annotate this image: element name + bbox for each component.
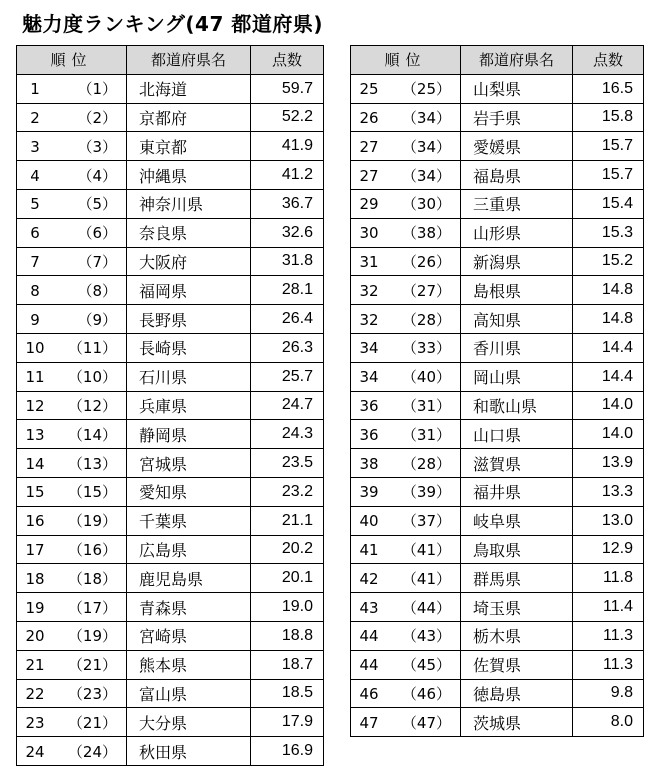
prefecture-cell: 奈良県 — [127, 218, 251, 247]
rank-value: 6 — [30, 224, 40, 243]
score-cell: 11.8 — [573, 564, 644, 593]
rank-value: 1 — [30, 80, 40, 99]
score-cell: 19.0 — [251, 593, 324, 622]
rank-cell — [351, 362, 461, 391]
table-row — [351, 218, 644, 247]
rank-value: 36 — [359, 396, 379, 415]
rank-header: 順位 — [17, 46, 127, 75]
rank-value: 36 — [359, 425, 379, 444]
rank-cell — [351, 449, 461, 478]
table-row — [351, 420, 644, 449]
prefecture-cell: 愛知県 — [127, 477, 251, 506]
rank-cell — [17, 708, 127, 737]
previous-rank-value: （15） — [67, 483, 117, 502]
score-cell: 31.8 — [251, 247, 324, 276]
score-cell: 16.9 — [251, 737, 324, 766]
score-cell: 8.0 — [573, 708, 644, 737]
previous-rank-value: （34） — [401, 166, 451, 185]
score-cell: 15.4 — [573, 189, 644, 218]
rank-value: 25 — [359, 80, 379, 99]
table-row — [351, 708, 644, 737]
prefecture-cell: 大分県 — [127, 708, 251, 737]
rank-cell — [351, 161, 461, 190]
rank-value: 15 — [25, 483, 45, 502]
prefecture-cell: 青森県 — [127, 593, 251, 622]
prefecture-cell: 群馬県 — [461, 564, 573, 593]
previous-rank-value: （40） — [401, 368, 451, 387]
rank-header: 順位 — [351, 46, 461, 75]
rank-cell — [17, 161, 127, 190]
previous-rank-value: （4） — [77, 166, 117, 185]
score-cell: 9.8 — [573, 679, 644, 708]
score-cell: 59.7 — [251, 74, 324, 103]
rank-value: 46 — [359, 684, 379, 703]
prefecture-cell: 秋田県 — [127, 737, 251, 766]
score-cell: 20.1 — [251, 564, 324, 593]
left-rows — [17, 74, 324, 765]
table-row — [351, 362, 644, 391]
prefecture-cell: 三重県 — [461, 189, 573, 218]
rank-value: 18 — [25, 569, 45, 588]
rank-cell — [17, 74, 127, 103]
rank-value: 31 — [359, 252, 379, 271]
prefecture-cell: 山口県 — [461, 420, 573, 449]
rank-value: 23 — [25, 713, 45, 732]
table-row — [351, 276, 644, 305]
table-row — [17, 650, 324, 679]
rank-cell — [17, 420, 127, 449]
previous-rank-value: （12） — [67, 396, 117, 415]
previous-rank-value: （19） — [67, 627, 117, 646]
table-row — [17, 305, 324, 334]
score-cell: 25.7 — [251, 362, 324, 391]
previous-rank-value: （37） — [401, 512, 451, 531]
prefecture-cell: 長野県 — [127, 305, 251, 334]
score-cell: 26.4 — [251, 305, 324, 334]
table-row — [351, 679, 644, 708]
prefecture-cell: 和歌山県 — [461, 391, 573, 420]
rank-value: 32 — [359, 310, 379, 329]
score-cell: 32.6 — [251, 218, 324, 247]
prefecture-cell: 滋賀県 — [461, 449, 573, 478]
rank-value: 38 — [359, 454, 379, 473]
rank-value: 34 — [359, 368, 379, 387]
prefecture-cell: 佐賀県 — [461, 650, 573, 679]
previous-rank-value: （13） — [67, 454, 117, 473]
rank-cell — [351, 132, 461, 161]
rank-value: 32 — [359, 281, 379, 300]
rank-cell — [17, 305, 127, 334]
prefecture-cell: 栃木県 — [461, 621, 573, 650]
rank-cell — [17, 477, 127, 506]
rank-value: 41 — [359, 540, 379, 559]
rank-cell — [17, 564, 127, 593]
previous-rank-value: （38） — [401, 224, 451, 243]
previous-rank-value: （44） — [401, 598, 451, 617]
table-row — [351, 247, 644, 276]
rank-value: 3 — [30, 137, 40, 156]
rank-cell — [17, 132, 127, 161]
prefecture-cell: 宮崎県 — [127, 621, 251, 650]
table-row — [17, 449, 324, 478]
score-cell: 41.9 — [251, 132, 324, 161]
rank-value: 27 — [359, 166, 379, 185]
rank-cell — [351, 593, 461, 622]
table-row — [351, 74, 644, 103]
previous-rank-value: （16） — [67, 540, 117, 559]
rank-value: 22 — [25, 684, 45, 703]
rank-cell — [351, 189, 461, 218]
table-row — [17, 593, 324, 622]
prefecture-cell: 神奈川県 — [127, 189, 251, 218]
score-cell: 28.1 — [251, 276, 324, 305]
table-row — [351, 506, 644, 535]
table-row — [351, 132, 644, 161]
prefecture-cell: 福岡県 — [127, 276, 251, 305]
score-cell: 14.0 — [573, 391, 644, 420]
table-row — [351, 650, 644, 679]
table-row — [351, 333, 644, 362]
previous-rank-value: （19） — [67, 512, 117, 531]
rank-value: 4 — [30, 166, 40, 185]
table-row — [17, 333, 324, 362]
previous-rank-value: （5） — [77, 195, 117, 214]
rank-value: 42 — [359, 569, 379, 588]
score-header: 点数 — [251, 46, 324, 75]
score-cell: 24.3 — [251, 420, 324, 449]
score-cell: 41.2 — [251, 161, 324, 190]
prefecture-header: 都道府県名 — [127, 46, 251, 75]
score-cell: 14.4 — [573, 333, 644, 362]
previous-rank-value: （31） — [401, 396, 451, 415]
prefecture-cell: 福井県 — [461, 477, 573, 506]
score-cell: 11.3 — [573, 621, 644, 650]
rank-cell — [17, 218, 127, 247]
rank-cell — [351, 650, 461, 679]
rank-cell — [17, 506, 127, 535]
table-row — [17, 247, 324, 276]
score-cell: 18.8 — [251, 621, 324, 650]
prefecture-cell: 高知県 — [461, 305, 573, 334]
rank-cell — [17, 362, 127, 391]
header-row — [17, 46, 324, 75]
rank-cell — [17, 333, 127, 362]
previous-rank-value: （28） — [401, 310, 451, 329]
rank-cell — [351, 103, 461, 132]
previous-rank-value: （6） — [77, 224, 117, 243]
table-row — [17, 708, 324, 737]
rank-value: 29 — [359, 195, 379, 214]
score-cell: 13.9 — [573, 449, 644, 478]
table-row — [351, 391, 644, 420]
score-cell: 16.5 — [573, 74, 644, 103]
previous-rank-value: （14） — [67, 425, 117, 444]
previous-rank-value: （10） — [67, 368, 117, 387]
previous-rank-value: （7） — [77, 252, 117, 271]
rank-cell — [351, 477, 461, 506]
previous-rank-value: （2） — [77, 108, 117, 127]
score-cell: 14.0 — [573, 420, 644, 449]
table-row — [351, 103, 644, 132]
prefecture-cell: 長崎県 — [127, 333, 251, 362]
prefecture-cell: 大阪府 — [127, 247, 251, 276]
prefecture-header: 都道府県名 — [461, 46, 573, 75]
rank-cell — [351, 708, 461, 737]
previous-rank-value: （30） — [401, 195, 451, 214]
prefecture-cell: 広島県 — [127, 535, 251, 564]
table-row — [351, 477, 644, 506]
rank-value: 20 — [25, 627, 45, 646]
prefecture-cell: 東京都 — [127, 132, 251, 161]
rank-value: 44 — [359, 627, 379, 646]
previous-rank-value: （34） — [401, 108, 451, 127]
previous-rank-value: （27） — [401, 281, 451, 300]
rank-cell — [351, 247, 461, 276]
table-row — [351, 161, 644, 190]
rank-cell — [351, 391, 461, 420]
prefecture-cell: 岩手県 — [461, 103, 573, 132]
table-row — [17, 161, 324, 190]
rank-value: 12 — [25, 396, 45, 415]
previous-rank-value: （1） — [77, 80, 117, 99]
score-cell: 15.7 — [573, 132, 644, 161]
prefecture-cell: 岐阜県 — [461, 506, 573, 535]
score-cell: 21.1 — [251, 506, 324, 535]
rank-cell — [17, 189, 127, 218]
table-row — [17, 391, 324, 420]
score-cell: 14.4 — [573, 362, 644, 391]
rank-cell — [351, 621, 461, 650]
prefecture-cell: 埼玉県 — [461, 593, 573, 622]
previous-rank-value: （21） — [67, 656, 117, 675]
previous-rank-value: （43） — [401, 627, 451, 646]
prefecture-cell: 福島県 — [461, 161, 573, 190]
score-cell: 18.5 — [251, 679, 324, 708]
rank-cell — [351, 333, 461, 362]
prefecture-cell: 茨城県 — [461, 708, 573, 737]
previous-rank-value: （41） — [401, 540, 451, 559]
prefecture-cell: 愛媛県 — [461, 132, 573, 161]
table-row — [17, 737, 324, 766]
table-row — [351, 449, 644, 478]
score-cell: 20.2 — [251, 535, 324, 564]
previous-rank-value: （23） — [67, 684, 117, 703]
table-row — [17, 506, 324, 535]
table-row — [351, 593, 644, 622]
prefecture-cell: 石川県 — [127, 362, 251, 391]
prefecture-cell: 徳島県 — [461, 679, 573, 708]
rank-value: 47 — [359, 713, 379, 732]
rank-value: 30 — [359, 224, 379, 243]
previous-rank-value: （24） — [67, 742, 117, 761]
table-row — [17, 103, 324, 132]
score-cell: 15.2 — [573, 247, 644, 276]
prefecture-cell: 兵庫県 — [127, 391, 251, 420]
rank-cell — [351, 564, 461, 593]
rank-cell — [17, 593, 127, 622]
score-cell: 23.5 — [251, 449, 324, 478]
rank-cell — [17, 679, 127, 708]
table-row — [17, 189, 324, 218]
prefecture-cell: 鳥取県 — [461, 535, 573, 564]
prefecture-cell: 沖縄県 — [127, 161, 251, 190]
rank-cell — [351, 535, 461, 564]
previous-rank-value: （47） — [401, 713, 451, 732]
table-row — [17, 564, 324, 593]
rank-value: 10 — [25, 339, 45, 358]
previous-rank-value: （28） — [401, 454, 451, 473]
prefecture-cell: 北海道 — [127, 74, 251, 103]
rank-value: 40 — [359, 512, 379, 531]
rank-value: 26 — [359, 108, 379, 127]
rank-cell — [17, 650, 127, 679]
rank-cell — [17, 535, 127, 564]
table-row — [17, 621, 324, 650]
table-row — [351, 535, 644, 564]
rank-cell — [17, 449, 127, 478]
prefecture-cell: 山形県 — [461, 218, 573, 247]
previous-rank-value: （21） — [67, 713, 117, 732]
rank-cell — [351, 305, 461, 334]
prefecture-cell: 新潟県 — [461, 247, 573, 276]
rank-value: 43 — [359, 598, 379, 617]
rank-value: 9 — [30, 310, 40, 329]
previous-rank-value: （34） — [401, 137, 451, 156]
score-cell: 13.0 — [573, 506, 644, 535]
previous-rank-value: （25） — [401, 80, 451, 99]
rank-cell — [17, 103, 127, 132]
rank-cell — [351, 679, 461, 708]
table-row — [17, 362, 324, 391]
prefecture-cell: 山梨県 — [461, 74, 573, 103]
table-row — [17, 477, 324, 506]
prefecture-cell: 岡山県 — [461, 362, 573, 391]
previous-rank-value: （17） — [67, 598, 117, 617]
rank-cell — [351, 506, 461, 535]
rank-value: 8 — [30, 281, 40, 300]
previous-rank-value: （3） — [77, 137, 117, 156]
ranking-table-right — [350, 45, 644, 737]
rank-cell — [17, 621, 127, 650]
rank-value: 14 — [25, 454, 45, 473]
score-cell: 24.7 — [251, 391, 324, 420]
rank-cell — [351, 276, 461, 305]
rank-cell — [17, 247, 127, 276]
score-cell: 15.3 — [573, 218, 644, 247]
rank-cell — [17, 276, 127, 305]
table-row — [17, 679, 324, 708]
table-row — [17, 535, 324, 564]
prefecture-cell: 静岡県 — [127, 420, 251, 449]
rank-value: 17 — [25, 540, 45, 559]
rank-value: 27 — [359, 137, 379, 156]
score-cell: 11.4 — [573, 593, 644, 622]
rank-value: 21 — [25, 656, 45, 675]
table-row — [17, 420, 324, 449]
previous-rank-value: （41） — [401, 569, 451, 588]
prefecture-cell: 富山県 — [127, 679, 251, 708]
header-row — [351, 46, 644, 75]
table-row — [17, 74, 324, 103]
prefecture-cell: 千葉県 — [127, 506, 251, 535]
table-row — [17, 276, 324, 305]
rank-value: 2 — [30, 108, 40, 127]
rank-value: 7 — [30, 252, 40, 271]
previous-rank-value: （26） — [401, 252, 451, 271]
rank-cell — [17, 391, 127, 420]
rank-cell — [17, 737, 127, 766]
prefecture-cell: 鹿児島県 — [127, 564, 251, 593]
rank-value: 19 — [25, 598, 45, 617]
rank-cell — [351, 218, 461, 247]
prefecture-cell: 島根県 — [461, 276, 573, 305]
prefecture-cell: 京都府 — [127, 103, 251, 132]
rank-value: 13 — [25, 425, 45, 444]
rank-value: 5 — [30, 195, 40, 214]
rank-cell — [351, 420, 461, 449]
score-cell: 17.9 — [251, 708, 324, 737]
table-row — [351, 564, 644, 593]
score-cell: 26.3 — [251, 333, 324, 362]
score-cell: 23.2 — [251, 477, 324, 506]
rank-cell — [351, 74, 461, 103]
previous-rank-value: （9） — [77, 310, 117, 329]
rank-value: 24 — [25, 742, 45, 761]
rank-value: 16 — [25, 512, 45, 531]
score-cell: 15.8 — [573, 103, 644, 132]
previous-rank-value: （31） — [401, 425, 451, 444]
table-row — [351, 621, 644, 650]
score-cell: 15.7 — [573, 161, 644, 190]
rank-value: 34 — [359, 339, 379, 358]
table-row — [17, 132, 324, 161]
score-cell: 14.8 — [573, 305, 644, 334]
score-cell: 36.7 — [251, 189, 324, 218]
rank-value: 11 — [25, 368, 45, 387]
previous-rank-value: （46） — [401, 684, 451, 703]
score-cell: 13.3 — [573, 477, 644, 506]
score-cell: 12.9 — [573, 535, 644, 564]
previous-rank-value: （39） — [401, 483, 451, 502]
previous-rank-value: （45） — [401, 656, 451, 675]
score-cell: 14.8 — [573, 276, 644, 305]
table-row — [351, 305, 644, 334]
table-row — [351, 189, 644, 218]
table-row — [17, 218, 324, 247]
prefecture-cell: 熊本県 — [127, 650, 251, 679]
score-header: 点数 — [573, 46, 644, 75]
prefecture-cell: 宮城県 — [127, 449, 251, 478]
previous-rank-value: （18） — [67, 569, 117, 588]
score-cell: 52.2 — [251, 103, 324, 132]
previous-rank-value: （8） — [77, 281, 117, 300]
page-title: 魅力度ランキング(47 都道府県) — [22, 12, 323, 36]
prefecture-cell: 香川県 — [461, 333, 573, 362]
rank-value: 39 — [359, 483, 379, 502]
previous-rank-value: （33） — [401, 339, 451, 358]
score-cell: 18.7 — [251, 650, 324, 679]
right-rows — [351, 74, 644, 736]
previous-rank-value: （11） — [67, 339, 117, 358]
rank-value: 44 — [359, 656, 379, 675]
score-cell: 11.3 — [573, 650, 644, 679]
ranking-table-left — [16, 45, 324, 766]
